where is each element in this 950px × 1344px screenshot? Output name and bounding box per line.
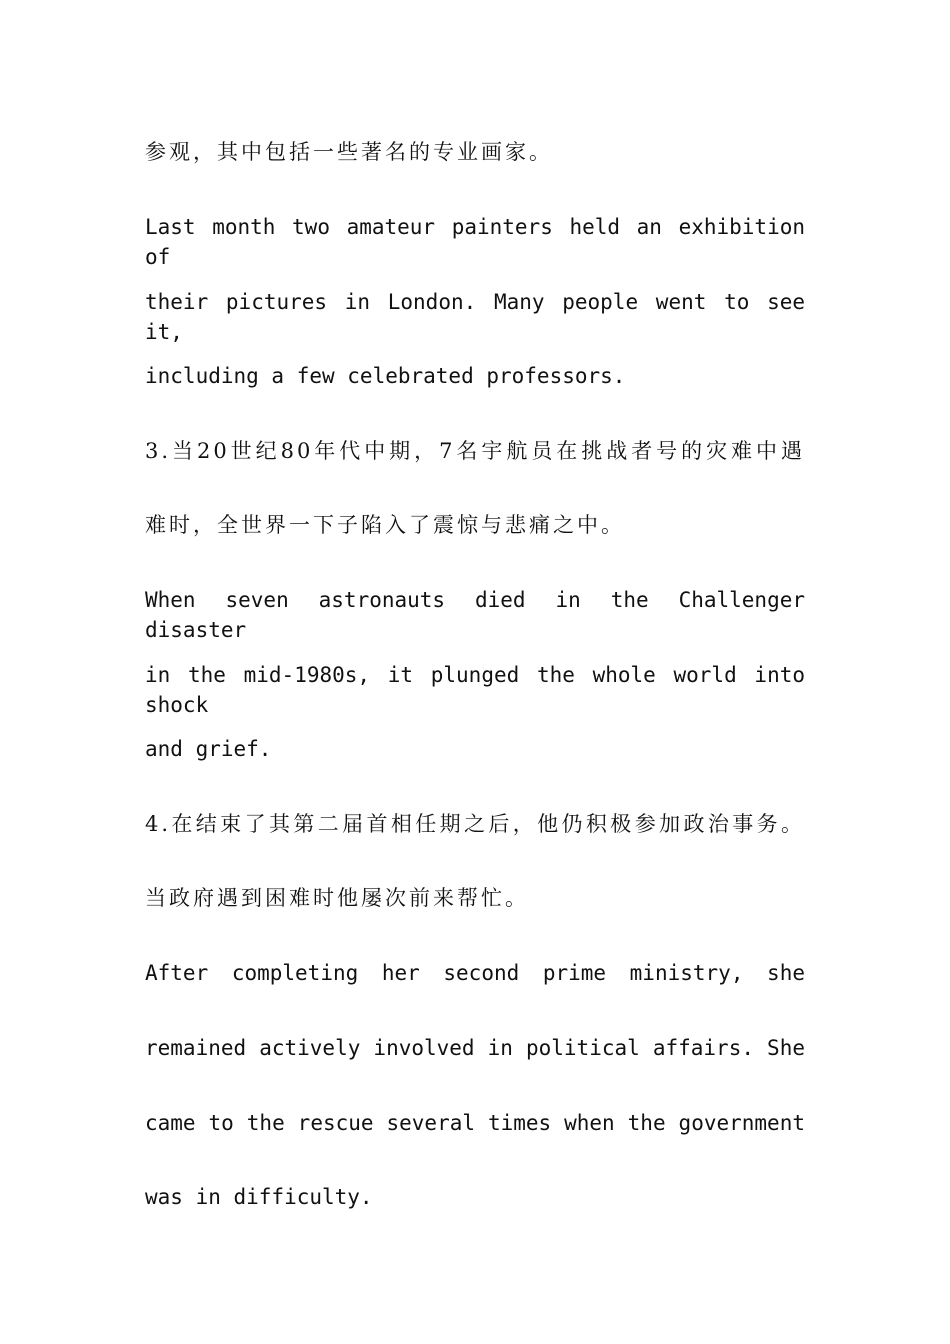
text-line: came to the rescue several times when the government	[145, 1111, 805, 1135]
text-line: in the mid-1980s, it plunged the whole world into shock	[145, 663, 805, 717]
text-line: was in difficulty.	[145, 1185, 373, 1209]
text-line: including a few celebrated professors.	[145, 364, 626, 388]
text-line: After completing her second prime ministry, she	[145, 961, 805, 985]
text-line: Last month two amateur painters held an exhibition of	[145, 215, 805, 269]
text-line: 难时，全世界一下子陷入了震惊与悲痛之中。	[145, 513, 625, 537]
text-line: 4.在结束了其第二届首相任期之后，他仍积极参加政治事务。	[145, 812, 805, 836]
text-line: 当政府遇到困难时他屡次前来帮忙。	[145, 886, 529, 910]
text-line: their pictures in London. Many people went to see it,	[145, 290, 805, 344]
text-line: 参观，其中包括一些著名的专业画家。	[145, 140, 553, 164]
text-line: 3.当20世纪80年代中期，7名宇航员在挑战者号的灾难中遇	[145, 439, 805, 463]
text-line: and grief.	[145, 737, 272, 761]
text-line: remained actively involved in political affairs. She	[145, 1036, 805, 1060]
text-line: When seven astronauts died in the Challenger disaster	[145, 588, 805, 642]
